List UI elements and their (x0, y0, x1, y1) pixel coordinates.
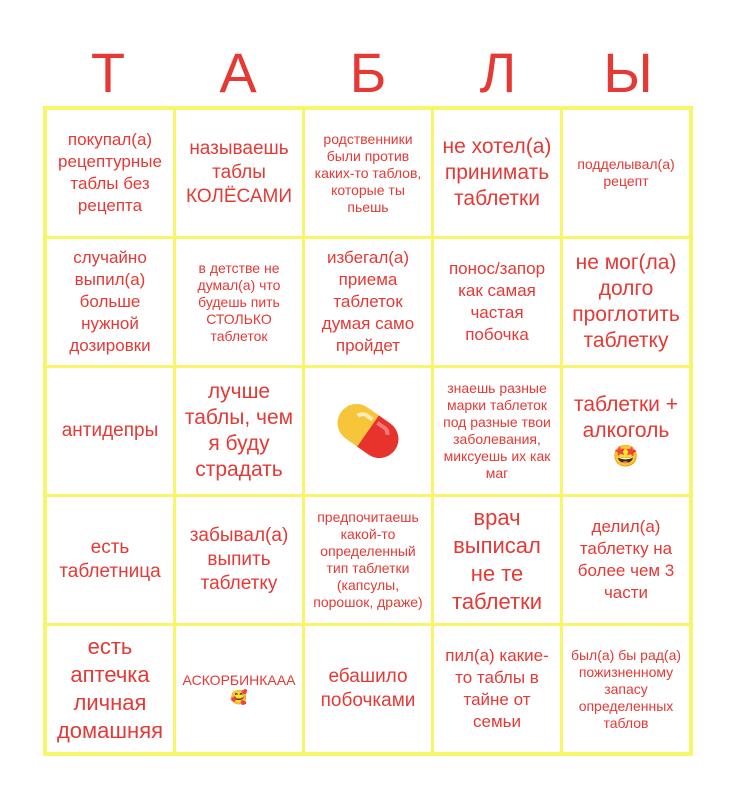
cell-text: понос/запор как самая частая побочка (448, 259, 546, 344)
bingo-cell[interactable] (305, 110, 431, 236)
bingo-cell[interactable] (563, 626, 689, 752)
bingo-cell[interactable] (47, 110, 173, 236)
title-letter: Ы (603, 41, 653, 104)
bingo-cell[interactable] (563, 368, 689, 494)
bingo-cell[interactable] (305, 239, 431, 365)
cell-text: делил(а) таблетку на более чем 3 части (577, 517, 675, 602)
cell-text: врач выписал не те таблетки (451, 505, 542, 614)
bingo-cell[interactable] (176, 110, 302, 236)
bingo-cell[interactable] (176, 497, 302, 623)
cell-text: в детстве не думал(а) что будешь пить СТОЛЬКО таблеток (197, 259, 281, 344)
cell-text: лучше таблы, чем я буду страдать (184, 380, 294, 481)
cell-text: забывал(а) выпить таблетку (189, 525, 289, 594)
bingo-cell[interactable] (47, 239, 173, 365)
cell-text: пил(а) какие-то таблы в тайне от семьи (445, 646, 549, 731)
title-letter: Л (479, 41, 517, 104)
cell-text: был(а) бы рад(а) пожизненному запасу определенных таблов (570, 646, 682, 731)
bingo-cell[interactable] (305, 626, 431, 752)
pill-capsule-icon (335, 398, 401, 464)
bingo-cell[interactable] (176, 368, 302, 494)
cell-text: не мог(ла) долго проглотить таблетку (572, 251, 680, 352)
cell-text: ебашило побочками (320, 666, 416, 711)
cell-text: знаешь разные марки таблеток под разные твои заболевания, миксуешь их как маг (443, 380, 551, 481)
title-letter: А (219, 41, 257, 104)
bingo-cell[interactable] (563, 239, 689, 365)
cell-text: подделывал(а) рецепт (577, 156, 675, 189)
bingo-cell[interactable] (434, 110, 560, 236)
cell-text: есть таблетница (59, 537, 161, 582)
bingo-cell[interactable] (305, 497, 431, 623)
cell-text: АСКОРБИНКААА 🥰 (182, 672, 296, 705)
bingo-cell[interactable] (434, 368, 560, 494)
cell-text: таблетки + алкоголь 🤩 (573, 393, 678, 468)
free-space-cell[interactable] (305, 368, 431, 494)
bingo-cell[interactable] (176, 626, 302, 752)
cell-text: называешь таблы КОЛЁСАМИ (185, 138, 293, 207)
bingo-cell[interactable] (563, 497, 689, 623)
bingo-cell[interactable] (434, 239, 560, 365)
bingo-cell[interactable] (176, 239, 302, 365)
cell-text: есть аптечка личная домашняя (56, 634, 164, 743)
cell-text: не хотел(а) принимать таблетки (442, 135, 552, 210)
bingo-cell[interactable] (47, 368, 173, 494)
bingo-cell[interactable] (47, 626, 173, 752)
title-letter: Т (90, 41, 126, 104)
bingo-cell[interactable] (47, 497, 173, 623)
title-letter: Б (349, 41, 387, 104)
bingo-title (43, 40, 693, 106)
bingo-cell[interactable] (563, 110, 689, 236)
cell-text: предпочитаешь какой-то определенный тип таблетки (капсулы, порошок, драже) (313, 509, 423, 610)
cell-text: избегал(а) приема таблеток думая само пройдет (321, 248, 415, 355)
bingo-cell[interactable] (434, 497, 560, 623)
cell-text: покупал(а) рецептурные таблы без рецепта (58, 130, 162, 215)
bingo-cell[interactable] (434, 626, 560, 752)
cell-text: случайно выпил(а) больше нужной дозировки (69, 248, 151, 355)
cell-text: антидепры (61, 420, 159, 441)
bingo-board (43, 106, 693, 756)
cell-text: родственники были против каких-то таблов, которые ты пьешь (314, 130, 422, 215)
